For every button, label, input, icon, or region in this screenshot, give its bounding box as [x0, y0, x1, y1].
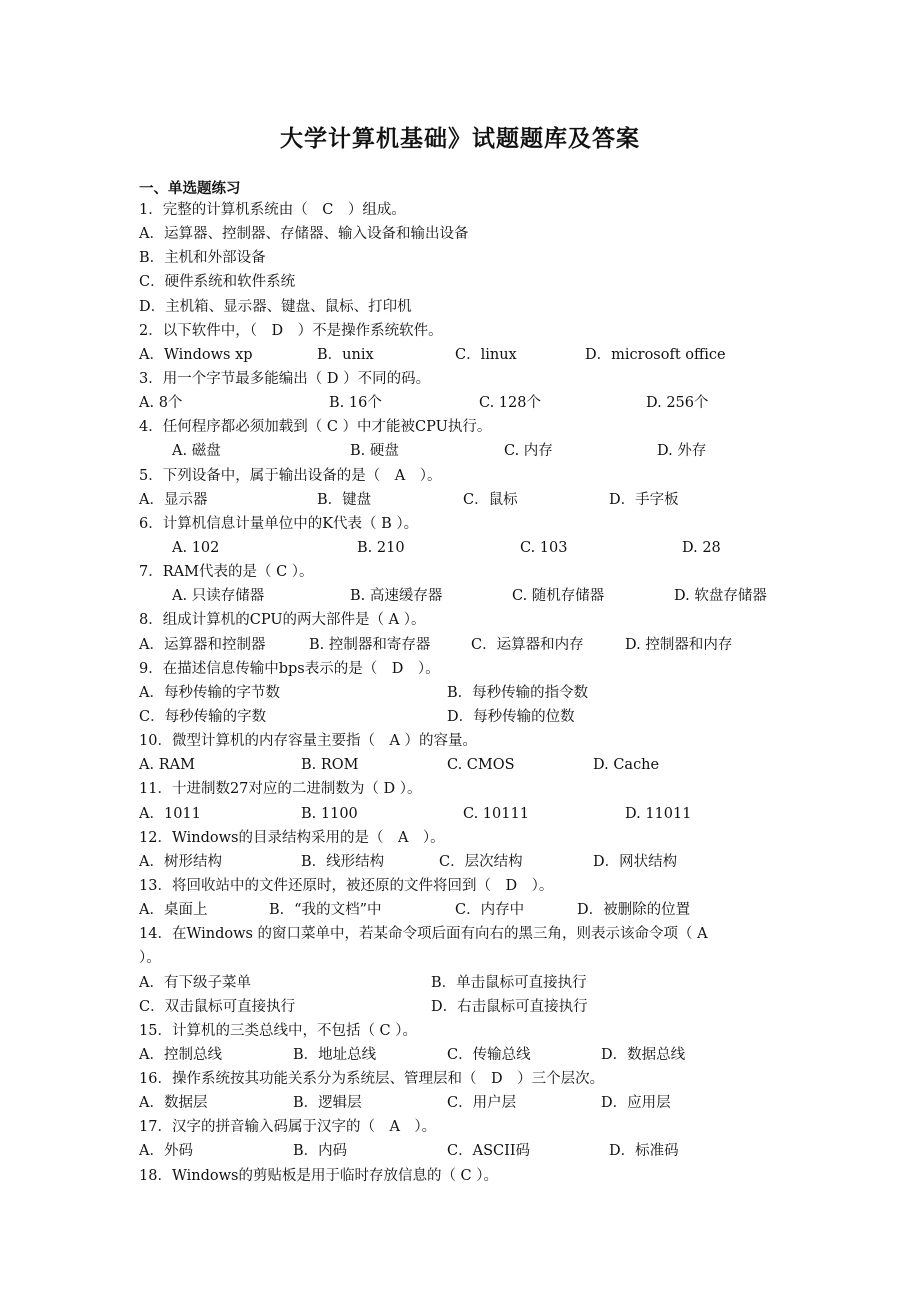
option-text: D．主机箱、显示器、键盘、鼠标、打印机	[139, 298, 412, 315]
question-text: 17．汉字的拼音输入码属于汉字的（ A ）。	[139, 1119, 437, 1136]
option-text: C. 随机存储器	[512, 588, 605, 605]
question-line	[139, 1115, 799, 1139]
option-text: C．双击鼠标可直接执行	[139, 998, 296, 1015]
question-text: 1．完整的计算机系统由（ C ）组成。	[139, 202, 406, 218]
option-text: A．Windows xp	[139, 346, 253, 363]
question-list	[139, 198, 799, 1188]
options-line	[139, 439, 799, 463]
option-text: D．被删除的位置	[577, 902, 691, 919]
option-text: C. 103	[520, 539, 568, 556]
options-line	[139, 270, 799, 294]
option-text: C．用户层	[447, 1095, 517, 1112]
options-line	[139, 1091, 799, 1115]
options-line	[139, 1043, 799, 1067]
options-line	[139, 295, 799, 319]
option-text: A．控制总线	[139, 1046, 222, 1063]
question-text: 18．Windows的剪贴板是用于临时存放信息的（ C ）。	[139, 1167, 499, 1184]
option-text: D. 控制器和内存	[625, 636, 733, 653]
options-line	[139, 753, 799, 777]
question-line	[139, 946, 799, 970]
option-text: A．1011	[139, 805, 201, 822]
option-text: A. 磁盘	[172, 443, 221, 460]
option-text: C．每秒传输的字数	[139, 708, 267, 725]
option-text: C．运算器和内存	[471, 636, 584, 653]
question-line	[139, 1067, 799, 1091]
option-text: B．线形结构	[301, 853, 385, 870]
option-text: B．内码	[293, 1143, 348, 1160]
option-text: C．硬件系统和软件系统	[139, 274, 296, 291]
options-line	[139, 898, 799, 922]
question-line	[139, 1164, 799, 1188]
option-text: D．microsoft office	[585, 346, 726, 363]
option-text: C. 128个	[479, 395, 541, 412]
option-text: D. 28	[682, 539, 721, 556]
option-text: A．外码	[139, 1143, 193, 1160]
options-line	[139, 705, 799, 729]
options-line	[139, 536, 799, 560]
option-text: B. 高速缓存器	[350, 588, 443, 605]
question-line	[139, 657, 799, 681]
question-text: 11．十进制数27对应的二进制数为（ D ）。	[139, 781, 422, 798]
option-text: D．手字板	[609, 491, 679, 508]
question-text: 14．在Windows 的窗口菜单中，若某命令项后面有向右的黑三角，则表示该命令项（ A	[139, 926, 708, 943]
question-line	[139, 874, 799, 898]
option-text: D. 外存	[657, 443, 707, 460]
option-text: B．主机和外部设备	[139, 250, 266, 267]
option-text: B. 210	[357, 539, 405, 556]
question-text: 3．用一个字节最多能编出（ D ）不同的码。	[139, 370, 431, 387]
option-text: A. 8个	[139, 395, 183, 412]
options-line	[139, 1139, 799, 1163]
option-text: D．右击鼠标可直接执行	[431, 998, 588, 1015]
section-heading: 一、单选题练习	[139, 181, 241, 197]
option-text: D. 256个	[646, 395, 709, 412]
option-text: D．标准码	[609, 1143, 679, 1160]
option-text: A．每秒传输的字节数	[139, 684, 280, 701]
question-text: 16．操作系统按其功能关系分为系统层、管理层和（ D ）三个层次。	[139, 1071, 605, 1088]
question-text: 5．下列设备中，属于输出设备的是（ A ）。	[139, 467, 442, 484]
question-line	[139, 198, 799, 222]
question-line	[139, 560, 799, 584]
option-text: B．“我的文档”中	[269, 902, 382, 919]
option-text: A．有下级子菜单	[139, 974, 251, 991]
question-line	[139, 512, 799, 536]
question-text: 12．Windows的目录结构采用的是（ A ）。	[139, 829, 445, 846]
option-text: B．逻辑层	[293, 1095, 362, 1112]
option-text: C. 10111	[463, 805, 529, 822]
options-line	[139, 222, 799, 246]
options-line	[139, 391, 799, 415]
option-text: C．ASCII码	[447, 1143, 531, 1160]
question-line	[139, 608, 799, 632]
option-text: C．层次结构	[439, 853, 523, 870]
option-text: B．单击鼠标可直接执行	[431, 974, 587, 991]
question-text: 4．任何程序都必须加载到（ C ）中才能被CPU执行。	[139, 419, 492, 436]
option-text: D．应用层	[601, 1095, 671, 1112]
option-text: A．运算器和控制器	[139, 636, 266, 653]
option-text: A．运算器、控制器、存储器、输入设备和输出设备	[139, 226, 469, 243]
question-line	[139, 922, 799, 946]
question-line	[139, 415, 799, 439]
options-line	[139, 488, 799, 512]
options-line	[139, 246, 799, 270]
option-text: A．数据层	[139, 1095, 208, 1112]
question-line	[139, 826, 799, 850]
option-text: D．数据总线	[601, 1046, 686, 1063]
option-text: A．显示器	[139, 491, 208, 508]
question-text: 7．RAM代表的是（ C ）。	[139, 564, 314, 581]
option-text: B. 16个	[329, 395, 382, 412]
option-text: B．unix	[317, 346, 374, 363]
option-text: A．桌面上	[139, 902, 208, 919]
option-text: A. RAM	[139, 757, 195, 774]
question-line	[139, 319, 799, 343]
option-text: C．鼠标	[463, 491, 518, 508]
question-line	[139, 464, 799, 488]
question-text: 13．将回收站中的文件还原时，被还原的文件将回到（ D ）。	[139, 877, 554, 894]
question-text: 15．计算机的三类总线中，不包括（ C ）。	[139, 1022, 418, 1039]
question-text: 10．微型计算机的内存容量主要指（ A ）的容量。	[139, 733, 478, 750]
options-line	[139, 802, 799, 826]
options-line	[139, 343, 799, 367]
option-text: B. ROM	[301, 757, 359, 774]
option-text: D．每秒传输的位数	[447, 708, 575, 725]
option-text: B．键盘	[317, 491, 372, 508]
option-text: C．内存中	[455, 902, 525, 919]
options-line	[139, 681, 799, 705]
question-line	[139, 777, 799, 801]
options-line	[139, 584, 799, 608]
question-line	[139, 729, 799, 753]
document-title: 大学计算机基础》试题题库及答案	[280, 126, 640, 152]
options-line	[139, 971, 799, 995]
option-text: C. CMOS	[447, 757, 515, 774]
option-text: B. 控制器和寄存器	[309, 636, 431, 653]
option-text: C．传输总线	[447, 1046, 531, 1063]
options-line	[139, 995, 799, 1019]
option-text: B．每秒传输的指令数	[447, 684, 589, 701]
question-text: 8．组成计算机的CPU的两大部件是（ A ）。	[139, 612, 426, 629]
option-text: A．树形结构	[139, 853, 222, 870]
options-line	[139, 850, 799, 874]
question-line	[139, 367, 799, 391]
option-text: D. 11011	[625, 805, 692, 822]
options-line	[139, 633, 799, 657]
option-text: B. 1100	[301, 805, 358, 822]
option-text: D．网状结构	[593, 853, 678, 870]
option-text: A. 只读存储器	[172, 588, 265, 605]
question-text: ）。	[139, 950, 161, 967]
option-text: B．地址总线	[293, 1046, 377, 1063]
question-line	[139, 1019, 799, 1043]
question-text: 2．以下软件中，（ D ）不是操作系统软件。	[139, 322, 443, 339]
option-text: A. 102	[172, 539, 220, 556]
option-text: D. Cache	[593, 757, 660, 774]
option-text: C. 内存	[504, 443, 553, 460]
option-text: C．linux	[455, 346, 517, 363]
question-text: 9．在描述信息传输中bps表示的是（ D ）。	[139, 660, 440, 677]
option-text: D. 软盘存储器	[674, 588, 767, 605]
option-text: B. 硬盘	[350, 443, 399, 460]
question-text: 6．计算机信息计量单位中的K代表（ B ）。	[139, 515, 419, 532]
